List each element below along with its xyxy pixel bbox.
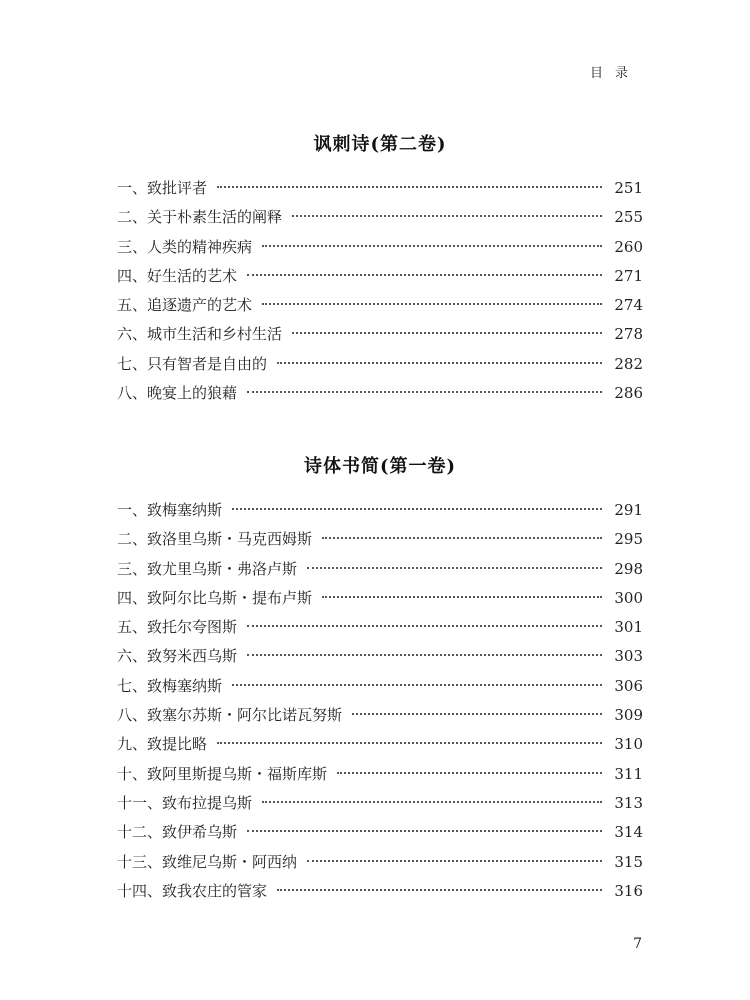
dot-leader: [292, 332, 602, 334]
toc-entry[interactable]: [117, 233, 643, 262]
dot-leader: [307, 860, 602, 862]
dot-leader: [262, 303, 602, 305]
toc-entry[interactable]: [117, 789, 643, 818]
toc-entry[interactable]: [117, 584, 643, 613]
toc-entry[interactable]: [117, 320, 643, 349]
toc-entry[interactable]: [117, 701, 643, 730]
toc-entry-page: 282: [614, 354, 643, 373]
toc-entry-title: 十四、致我农庄的管家: [117, 881, 268, 900]
toc-entry-title: 八、晚宴上的狼藉: [117, 384, 238, 403]
dot-leader: [322, 537, 602, 539]
dot-leader: [292, 215, 602, 217]
toc-entry-page: 295: [614, 530, 643, 549]
toc-entry-title: 二、致洛里乌斯・马克西姆斯: [117, 530, 313, 549]
toc-entry[interactable]: [117, 760, 643, 789]
dot-leader: [262, 801, 602, 803]
toc-entry-page: 255: [614, 208, 643, 227]
toc-entry-page: 251: [614, 179, 643, 197]
toc-entry[interactable]: [117, 672, 643, 701]
toc-entry-page: 286: [614, 384, 643, 403]
dot-leader: [277, 889, 602, 891]
toc-entry-title: 四、好生活的艺术: [117, 266, 238, 285]
toc-entry-title: 七、只有智者是自由的: [117, 354, 268, 373]
toc-entry[interactable]: [117, 174, 643, 203]
dot-leader: [247, 625, 602, 627]
toc-entry[interactable]: [117, 262, 643, 291]
section-title: 诗体书简(第一卷): [303, 456, 457, 477]
toc-entry-title: 二、关于朴素生活的阐释: [117, 208, 283, 227]
toc-entry-title: 九、致提比略: [117, 735, 208, 754]
toc-entry-page: 271: [614, 266, 643, 285]
dot-leader: [232, 508, 602, 510]
dot-leader: [307, 567, 602, 569]
dot-leader: [352, 713, 602, 715]
toc-entry-page: 301: [614, 618, 643, 637]
toc-entry-title: 一、致批评者: [117, 179, 208, 197]
toc-list: [117, 496, 643, 906]
toc-entry-page: 303: [614, 647, 643, 666]
running-head: 目录: [589, 66, 640, 81]
toc-entry-page: 311: [614, 764, 643, 783]
dot-leader: [337, 772, 602, 774]
toc-entry-page: 274: [614, 296, 643, 315]
dot-leader: [217, 186, 602, 188]
toc-entry-title: 十二、致伊希乌斯: [117, 823, 238, 842]
toc-entry-page: 310: [614, 735, 643, 754]
toc-entry-title: 七、致梅塞纳斯: [117, 676, 223, 695]
toc-entry[interactable]: [117, 877, 643, 906]
dot-leader: [247, 830, 602, 832]
dot-leader: [277, 362, 602, 364]
dot-leader: [247, 654, 602, 656]
toc-entry[interactable]: [117, 818, 643, 847]
toc-entry-title: 十、致阿里斯提乌斯・福斯库斯: [117, 764, 328, 783]
toc-entry-page: 291: [614, 501, 643, 519]
toc-entry-title: 六、城市生活和乡村生活: [117, 325, 283, 344]
dot-leader: [322, 596, 602, 598]
toc-entry-page: 316: [614, 881, 643, 900]
toc-entry-title: 四、致阿尔比乌斯・提布卢斯: [117, 588, 313, 607]
toc-entry-title: 三、致尤里乌斯・弗洛卢斯: [117, 559, 298, 578]
toc-entry-title: 六、致努米西乌斯: [117, 647, 238, 666]
toc-entry[interactable]: [117, 496, 643, 525]
dot-leader: [247, 391, 602, 393]
page-number: 7: [633, 936, 642, 952]
toc-entry-page: 278: [614, 325, 643, 344]
section-title: 讽刺诗(第二卷): [313, 134, 447, 155]
toc-entry[interactable]: [117, 555, 643, 584]
toc-entry[interactable]: [117, 642, 643, 671]
toc-entry-page: 298: [614, 559, 643, 578]
toc-section-epistles-book-1: [117, 452, 643, 906]
toc-entry-title: 五、致托尔夸图斯: [117, 618, 238, 637]
toc-entry[interactable]: [117, 730, 643, 759]
toc-entry-page: 314: [614, 823, 643, 842]
toc-entry-page: 306: [614, 676, 643, 695]
toc-entry[interactable]: [117, 848, 643, 877]
toc-entry[interactable]: [117, 203, 643, 232]
dot-leader: [217, 742, 602, 744]
toc-entry-title: 八、致塞尔苏斯・阿尔比诺瓦努斯: [117, 706, 343, 725]
toc-entry-page: 313: [614, 793, 643, 812]
toc-entry-title: 五、追逐遗产的艺术: [117, 296, 253, 315]
toc-entry-page: 300: [614, 588, 643, 607]
toc-section-satires-book-2: [117, 130, 643, 408]
toc-list: [117, 174, 643, 408]
toc-entry[interactable]: [117, 291, 643, 320]
toc-entry-title: 三、人类的精神疾病: [117, 237, 253, 256]
toc-entry-title: 十一、致布拉提乌斯: [117, 793, 253, 812]
dot-leader: [232, 684, 602, 686]
toc-entry[interactable]: [117, 350, 643, 379]
toc-entry-title: 十三、致维尼乌斯・阿西纳: [117, 852, 298, 871]
toc-entry-page: 315: [614, 852, 643, 871]
toc-entry-page: 309: [614, 706, 643, 725]
dot-leader: [262, 245, 602, 247]
dot-leader: [247, 274, 602, 276]
toc-entry[interactable]: [117, 379, 643, 408]
toc-entry-title: 一、致梅塞纳斯: [117, 501, 223, 519]
toc-entry[interactable]: [117, 613, 643, 642]
toc-entry[interactable]: [117, 525, 643, 554]
toc-entry-page: 260: [614, 237, 643, 256]
